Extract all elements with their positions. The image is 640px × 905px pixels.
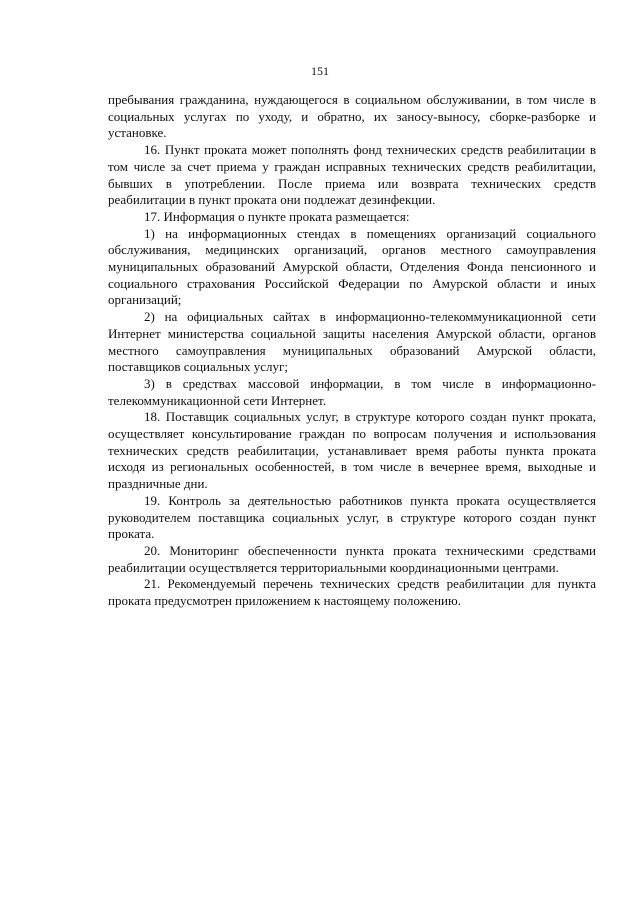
paragraph-item-20: 20. Мониторинг обеспеченности пункта проката техническими средствами реабилитации осуществляется территориальными координационными центрами. (108, 542, 596, 575)
paragraph-item-19: 19. Контроль за деятельностью работников пункта проката осуществляется руководителем поставщика социальных услуг, в структуре которого создан пункт проката. (108, 492, 596, 542)
paragraph-item-21: 21. Рекомендуемый перечень технических средств реабилитации для пункта проката предусмотрен приложением к настоящему положению. (108, 576, 596, 609)
paragraph-continuation: пребывания гражданина, нуждающегося в социальном обслуживании, в том числе в социальных услугах по уходу, и обратно, их заносу-выносу, сборке-разборке и установке. (108, 92, 596, 141)
page-number: 151 (311, 64, 329, 78)
paragraph-item-17-2: 2) на официальных сайтах в информационно-телекоммуникационной сети Интернет министерства социальной защиты населения Амурской области, органов местного самоуправления муниципальных образований Амурской области, поставщиков социальных услуг; (108, 309, 596, 375)
paragraph-item-17-1: 1) на информационных стендах в помещениях организаций социального обслуживания, медицинских организаций, органов местного самоуправления муниципальных образований Амурской области, Отделения Фонда пенсионного и социального страхования Российской Федерации по Амурской области и иных организаций; (108, 225, 596, 308)
paragraph-item-17-3: 3) в средствах массовой информации, в том числе в информационно-телекоммуникационной сети Интернет. (108, 375, 596, 408)
paragraph-item-16: 16. Пункт проката может пополнять фонд технических средств реабилитации в том числе за счет приема у граждан исправных технических средств реабилитации, бывших в употреблении. После приема или возврата технических средств реабилитации в пункт проката они подлежат дезинфекции. (108, 142, 596, 208)
paragraph-item-17: 17. Информация о пункте проката размещается: (144, 208, 410, 224)
paragraph-item-18: 18. Поставщик социальных услуг, в структуре которого создан пункт проката, осуществляет консультирование граждан по вопросам получения и использования технических средств реабилитации, устанавливает время работы пункта проката исходя из региональных особенностей, в том числе в вечернее время, выходные и праздничные дни. (108, 409, 596, 492)
document-body (108, 92, 596, 610)
